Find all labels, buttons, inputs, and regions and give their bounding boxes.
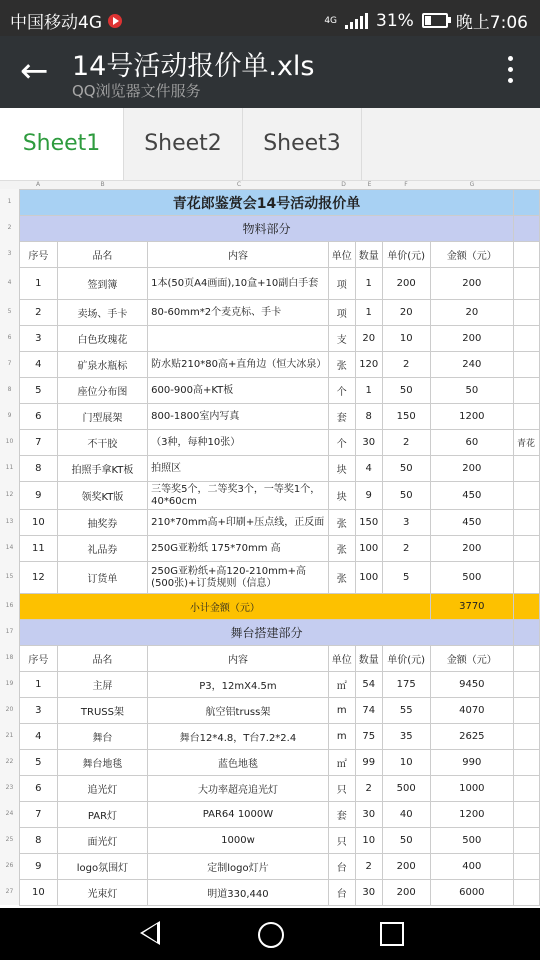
row-number: 8 [0, 377, 19, 403]
table-row [20, 378, 540, 404]
cell[interactable]: 60 [430, 430, 513, 456]
row-number: 22 [0, 749, 19, 775]
cell[interactable]: 2 [355, 776, 382, 802]
cell[interactable] [513, 352, 539, 378]
table-row [20, 326, 540, 352]
cell[interactable]: 1 [20, 672, 58, 698]
cell[interactable]: 1 [355, 300, 382, 326]
row-number: 21 [0, 723, 19, 749]
cell[interactable]: 4 [355, 456, 382, 482]
table-row [20, 562, 540, 594]
cell[interactable] [513, 802, 539, 828]
cell[interactable]: 块 [328, 482, 355, 510]
back-arrow-icon[interactable]: ← [20, 51, 49, 91]
cell[interactable]: 100 [355, 536, 382, 562]
item-name[interactable]: logo氛围灯 [57, 854, 147, 880]
item-name[interactable]: 舞台地毯 [57, 750, 147, 776]
signal-icon [345, 13, 368, 29]
cell[interactable] [513, 828, 539, 854]
row-number: 19 [0, 671, 19, 697]
cell[interactable] [513, 854, 539, 880]
row-number: 15 [0, 561, 19, 593]
cell[interactable]: 120 [355, 352, 382, 378]
item-name[interactable]: 光束灯 [57, 880, 147, 906]
cell[interactable] [513, 698, 539, 724]
cell[interactable]: 11 [20, 536, 58, 562]
sheet-tabs [0, 108, 540, 181]
cell[interactable]: 舞台12*4.8，T台7.2*2.4 [148, 724, 329, 750]
cell[interactable] [513, 562, 539, 594]
row-number: 25 [0, 827, 19, 853]
cell[interactable]: 航空铝truss架 [148, 698, 329, 724]
column-header[interactable]: 品名 [57, 242, 147, 268]
cell[interactable]: ㎡ [328, 750, 355, 776]
item-name[interactable]: 门型展架 [57, 404, 147, 430]
app-bar [0, 36, 540, 108]
cell[interactable]: 200 [430, 536, 513, 562]
system-nav-bar [0, 908, 540, 960]
section-title[interactable]: 舞台搭建部分 [20, 620, 514, 646]
cell[interactable] [513, 672, 539, 698]
cell[interactable]: 30 [355, 802, 382, 828]
item-name[interactable]: 不干胶 [57, 430, 147, 456]
cell[interactable]: 9 [20, 482, 58, 510]
cell[interactable]: 3 [382, 510, 430, 536]
table-row [20, 352, 540, 378]
table-row [20, 536, 540, 562]
cell[interactable] [513, 536, 539, 562]
section-title[interactable]: 物料部分 [20, 216, 514, 242]
cell[interactable]: 项 [328, 268, 355, 300]
col-header: F [404, 181, 408, 188]
spreadsheet-view[interactable] [0, 181, 540, 908]
cell[interactable]: 8 [355, 404, 382, 430]
column-header[interactable]: 品名 [57, 646, 147, 672]
cell[interactable]: 210*70mm高+印刷+压点线，正反面 [148, 510, 329, 536]
cell[interactable]: 100 [355, 562, 382, 594]
table-row [20, 456, 540, 482]
table-row [20, 404, 540, 430]
row-number: 26 [0, 853, 19, 879]
cell[interactable]: 6000 [430, 880, 513, 906]
cell[interactable]: 200 [382, 854, 430, 880]
cell[interactable]: m [328, 698, 355, 724]
cell[interactable]: 50 [382, 456, 430, 482]
cell[interactable]: 7 [20, 430, 58, 456]
cell[interactable] [513, 378, 539, 404]
table-row [20, 242, 540, 268]
cell[interactable]: m [328, 724, 355, 750]
cell[interactable]: 3 [20, 326, 58, 352]
cell[interactable]: 55 [382, 698, 430, 724]
row-number: 14 [0, 535, 19, 561]
sheet-title[interactable]: 青花郎鉴赏会14号活动报价单 [20, 190, 514, 216]
row-number: 27 [0, 879, 19, 905]
cell[interactable]: 定制logo灯片 [148, 854, 329, 880]
item-name[interactable]: 座位分布图 [57, 378, 147, 404]
row-number: 9 [0, 403, 19, 429]
subtotal-label[interactable]: 小计金额（元） [20, 594, 431, 620]
cell[interactable]: 2625 [430, 724, 513, 750]
cell[interactable]: 50 [430, 378, 513, 404]
cell[interactable]: 50 [382, 828, 430, 854]
table-row [20, 620, 540, 646]
cell[interactable]: 8 [20, 828, 58, 854]
cell[interactable]: 10 [382, 326, 430, 352]
row-number: 10 [0, 429, 19, 455]
row-number: 18 [0, 645, 19, 671]
cell[interactable]: 450 [430, 510, 513, 536]
cell[interactable] [513, 646, 539, 672]
col-header: B [100, 181, 105, 188]
table-row [20, 828, 540, 854]
item-name[interactable]: 抽奖券 [57, 510, 147, 536]
row-number: 3 [0, 241, 19, 267]
cell[interactable]: 75 [355, 724, 382, 750]
row-number: 20 [0, 697, 19, 723]
cell[interactable] [513, 880, 539, 906]
row-number: 4 [0, 267, 19, 299]
tab-sheet3[interactable]: Sheet3 [243, 108, 362, 180]
subtotal-value[interactable]: 3770 [430, 594, 513, 620]
table-row [20, 750, 540, 776]
cell[interactable]: 20 [355, 326, 382, 352]
cell[interactable]: 80-60mm*2个麦克标、手卡 [148, 300, 329, 326]
cell[interactable] [513, 482, 539, 510]
nav-home-icon[interactable] [258, 922, 284, 948]
table-row [20, 854, 540, 880]
cell[interactable] [513, 594, 539, 620]
column-headers [0, 181, 540, 189]
table-row [20, 724, 540, 750]
item-name[interactable]: 领奖KT版 [57, 482, 147, 510]
row-number: 23 [0, 775, 19, 801]
cell[interactable]: 1000w [148, 828, 329, 854]
table-row [20, 802, 540, 828]
sheet-grid[interactable] [19, 189, 540, 906]
carrier-label: 中国移动4G [10, 13, 102, 33]
item-name[interactable]: 签到簿 [57, 268, 147, 300]
cell[interactable] [513, 620, 539, 646]
cell[interactable] [513, 510, 539, 536]
cell[interactable] [513, 242, 539, 268]
cell[interactable]: 240 [430, 352, 513, 378]
row-number: 16 [0, 593, 19, 619]
table-row [20, 510, 540, 536]
item-name[interactable]: 白色玫瑰花 [57, 326, 147, 352]
cell[interactable]: 1200 [430, 404, 513, 430]
cell[interactable]: 2 [382, 352, 430, 378]
table-row [20, 698, 540, 724]
table-row [20, 672, 540, 698]
cell[interactable]: 250G亚粉纸 175*70mm 高 [148, 536, 329, 562]
cell[interactable]: 2 [355, 854, 382, 880]
item-name[interactable]: TRUSS架 [57, 698, 147, 724]
cell[interactable]: 10 [382, 750, 430, 776]
item-name[interactable]: 主屏 [57, 672, 147, 698]
cell[interactable]: 990 [430, 750, 513, 776]
clock: 晚上7:06 [455, 13, 528, 33]
cell[interactable] [513, 404, 539, 430]
table-row [20, 300, 540, 326]
cell[interactable]: 54 [355, 672, 382, 698]
more-menu-icon[interactable] [508, 56, 516, 88]
cell[interactable]: 8 [20, 456, 58, 482]
cell[interactable]: PAR64 1000W [148, 802, 329, 828]
cell[interactable]: 张 [328, 562, 355, 594]
file-title: 14号活动报价单.xls [72, 51, 315, 82]
cell[interactable]: 74 [355, 698, 382, 724]
cell[interactable]: 4 [20, 352, 58, 378]
cell[interactable]: 200 [382, 880, 430, 906]
cell[interactable]: 2 [382, 430, 430, 456]
cell[interactable]: 50 [382, 378, 430, 404]
cell[interactable]: 9450 [430, 672, 513, 698]
cell[interactable]: 个 [328, 430, 355, 456]
cell[interactable]: 三等奖5个，二等奖3个，一等奖1个，40*60cm [148, 482, 329, 510]
cell[interactable]: 150 [355, 510, 382, 536]
cell[interactable]: 只 [328, 828, 355, 854]
cell[interactable]: 6 [20, 776, 58, 802]
row-number: 17 [0, 619, 19, 645]
cell[interactable] [513, 750, 539, 776]
col-header: A [35, 181, 41, 188]
cell[interactable]: 500 [430, 562, 513, 594]
cell[interactable] [148, 326, 329, 352]
table-row [20, 430, 540, 456]
column-header[interactable]: 内容 [148, 646, 329, 672]
item-name[interactable]: 面光灯 [57, 828, 147, 854]
tab-sheet2[interactable]: Sheet2 [124, 108, 243, 180]
tab-sheet1[interactable]: Sheet1 [0, 108, 124, 180]
column-header[interactable]: 序号 [20, 242, 58, 268]
cell[interactable]: 200 [430, 456, 513, 482]
cell[interactable]: 1 [355, 378, 382, 404]
column-header[interactable]: 单位 [328, 646, 355, 672]
cell[interactable]: 175 [382, 672, 430, 698]
cell[interactable]: 10 [355, 828, 382, 854]
table-row [20, 482, 540, 510]
cell[interactable]: 4 [20, 724, 58, 750]
cell[interactable]: 30 [355, 430, 382, 456]
cell[interactable]: 500 [430, 828, 513, 854]
cell[interactable]: 6 [20, 404, 58, 430]
row-number: 12 [0, 481, 19, 509]
item-name[interactable]: 矿泉水瓶标 [57, 352, 147, 378]
cell[interactable]: P3，12mX4.5m [148, 672, 329, 698]
table-row [20, 880, 540, 906]
cell[interactable]: 200 [382, 268, 430, 300]
status-bar [0, 0, 540, 36]
cell[interactable]: 块 [328, 456, 355, 482]
cell[interactable] [513, 300, 539, 326]
row-number: 5 [0, 299, 19, 325]
table-row [20, 190, 540, 216]
cell[interactable]: 1本(50页A4画面),10盒+10副白手套 [148, 268, 329, 300]
cell[interactable]: 50 [382, 482, 430, 510]
cell[interactable]: 200 [430, 326, 513, 352]
cell[interactable]: 9 [355, 482, 382, 510]
cell[interactable]: 张 [328, 352, 355, 378]
cell[interactable]: 项 [328, 300, 355, 326]
row-number: 6 [0, 325, 19, 351]
col-header: G [469, 181, 475, 188]
row-number: 11 [0, 455, 19, 481]
cell[interactable]: 蓝色地毯 [148, 750, 329, 776]
row-number: 7 [0, 351, 19, 377]
item-name[interactable]: 订货单 [57, 562, 147, 594]
table-row [20, 268, 540, 300]
cell[interactable]: 450 [430, 482, 513, 510]
table-row [20, 594, 540, 620]
cell[interactable]: 张 [328, 510, 355, 536]
cell[interactable]: 1 [20, 268, 58, 300]
cell[interactable]: 3 [20, 698, 58, 724]
column-header[interactable]: 单价(元) [382, 646, 430, 672]
cell[interactable]: 大功率超亮追光灯 [148, 776, 329, 802]
cell[interactable]: 台 [328, 854, 355, 880]
table-row [20, 776, 540, 802]
item-name[interactable]: 卖场、手卡 [57, 300, 147, 326]
cell[interactable]: 5 [20, 750, 58, 776]
cell[interactable] [513, 268, 539, 300]
file-subtitle: QQ浏览器文件服务 [72, 82, 201, 100]
cell[interactable] [513, 326, 539, 352]
cell[interactable] [513, 216, 539, 242]
col-header: C [236, 181, 242, 188]
cell[interactable]: 99 [355, 750, 382, 776]
cell[interactable] [513, 724, 539, 750]
column-header[interactable]: 单价(元) [382, 242, 430, 268]
nav-back-icon[interactable] [140, 921, 160, 945]
nav-recents-icon[interactable] [380, 922, 404, 946]
cell[interactable]: 20 [430, 300, 513, 326]
row-number: 2 [0, 215, 19, 241]
cell[interactable]: 20 [382, 300, 430, 326]
item-name[interactable]: PAR灯 [57, 802, 147, 828]
table-row [20, 216, 540, 242]
cell[interactable]: 12 [20, 562, 58, 594]
cell[interactable]: 5 [382, 562, 430, 594]
row-number: 1 [0, 189, 19, 215]
cell[interactable]: 40 [382, 802, 430, 828]
cell[interactable]: 800-1800室内写真 [148, 404, 329, 430]
cell[interactable]: 2 [20, 300, 58, 326]
column-header[interactable]: 内容 [148, 242, 329, 268]
cell[interactable] [513, 776, 539, 802]
cell[interactable]: 明道330,440 [148, 880, 329, 906]
cell[interactable]: 青花 [513, 430, 539, 456]
column-header[interactable]: 金额（元） [430, 242, 513, 268]
network-type: 4G [324, 15, 338, 26]
table-row [20, 646, 540, 672]
cell[interactable]: 150 [382, 404, 430, 430]
cell[interactable]: 台 [328, 880, 355, 906]
col-header: E [367, 181, 372, 188]
cell[interactable]: 支 [328, 326, 355, 352]
cell[interactable]: 600-900高+KT板 [148, 378, 329, 404]
cell[interactable]: ㎡ [328, 672, 355, 698]
column-header[interactable]: 单位 [328, 242, 355, 268]
column-header[interactable]: 序号 [20, 646, 58, 672]
cell[interactable]: 250G亚粉纸+高120-210mm+高(500张)+订货规则（信息） [148, 562, 329, 594]
cell[interactable]: 张 [328, 536, 355, 562]
cell[interactable]: 套 [328, 404, 355, 430]
cell[interactable]: 30 [355, 880, 382, 906]
cell[interactable]: 拍照区 [148, 456, 329, 482]
cell[interactable]: 套 [328, 802, 355, 828]
cell[interactable]: 2 [382, 536, 430, 562]
row-number: 13 [0, 509, 19, 535]
cell[interactable]: 5 [20, 378, 58, 404]
cell[interactable]: 4070 [430, 698, 513, 724]
item-name[interactable]: 舞台 [57, 724, 147, 750]
cell[interactable]: 1 [355, 268, 382, 300]
col-header: D [341, 181, 346, 188]
cell[interactable]: 7 [20, 802, 58, 828]
cell[interactable] [513, 456, 539, 482]
cell[interactable]: 400 [430, 854, 513, 880]
cell[interactable]: 1200 [430, 802, 513, 828]
cell[interactable]: 9 [20, 854, 58, 880]
battery-percent: 31% [376, 10, 414, 31]
column-header[interactable]: 数量 [355, 646, 382, 672]
cell[interactable]: 200 [430, 268, 513, 300]
column-header[interactable]: 金额（元） [430, 646, 513, 672]
battery-icon [422, 13, 448, 28]
column-header[interactable]: 数量 [355, 242, 382, 268]
cell[interactable] [513, 190, 539, 216]
row-number: 24 [0, 801, 19, 827]
cell[interactable]: （3种，每种10张） [148, 430, 329, 456]
cell[interactable]: 1000 [430, 776, 513, 802]
item-name[interactable]: 拍照手拿KT板 [57, 456, 147, 482]
screen-record-icon [108, 14, 122, 28]
cell[interactable]: 500 [382, 776, 430, 802]
cell[interactable]: 个 [328, 378, 355, 404]
cell[interactable]: 防水贴210*80高+直角边（恒大冰泉） [148, 352, 329, 378]
cell[interactable]: 10 [20, 510, 58, 536]
cell[interactable]: 只 [328, 776, 355, 802]
cell[interactable]: 10 [20, 880, 58, 906]
item-name[interactable]: 追光灯 [57, 776, 147, 802]
cell[interactable]: 35 [382, 724, 430, 750]
item-name[interactable]: 礼品券 [57, 536, 147, 562]
